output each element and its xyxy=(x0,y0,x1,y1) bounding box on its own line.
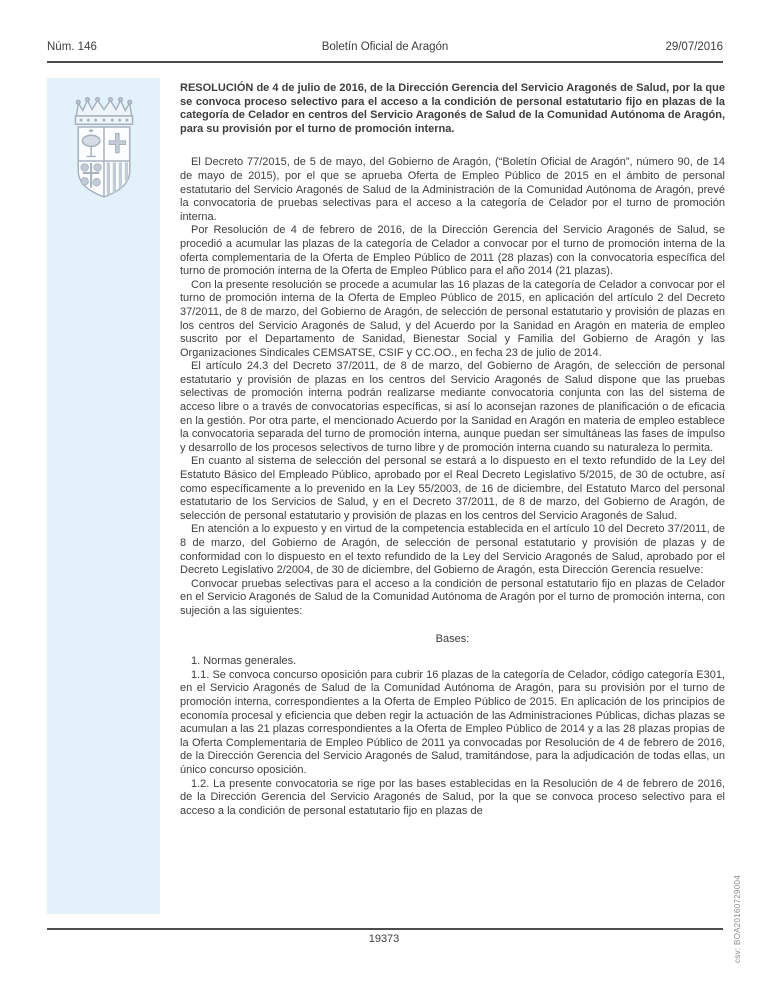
paragraph: Con la presente resolución se procede a acumular las 16 plazas de la categoría de Celador a convocar por el turno de promoción interna de la Oferta de Empleo Público de 2015, en aplicación del artículo 2 del Decreto 37/2011, de 8 de marzo, del Gobierno de Aragón, de selección de personal estatutario y provisión de plazas en los centros del Servicio Aragonés de Salud, y del Acuerdo por la Sanidad en Aragón en materia de empleo suscrito por el Departamento de Sanidad, Bienestar Social y Familia del Gobierno de Aragón y las Organizaciones Sindicales CEMSATSE, CSIF y CC.OO., en fecha 23 de julio de 2014. xyxy=(180,278,725,359)
header-rule xyxy=(47,61,723,63)
csv-code: csv: BOA20160729004 xyxy=(733,875,742,963)
paragraph: En cuanto al sistema de selección del personal se estará a lo dispuesto en el texto refundido de la Ley del Estatuto Básico del Empleado Público, aprobado por el Real Decreto Legislativo 5/2015, de 30 de octubre, así como específicamente a lo prevenido en la Ley 55/2003, de 16 de diciembre, del Estatuto Marco del personal estatutario de los Servicios de Salud, y en el Decreto 37/2011, de 8 de marzo, del Gobierno de Aragón, de selección de personal estatutario y provisión de plazas en los centros del Servicio Aragonés de Salud. xyxy=(180,455,725,522)
document-body xyxy=(180,82,725,818)
bulletin-title: Boletín Oficial de Aragón xyxy=(321,41,449,53)
footer-rule xyxy=(47,928,723,930)
base-item: 1. Normas generales. xyxy=(191,655,297,668)
paragraph: En atención a lo expuesto y en virtud de la competencia establecida en el artículo 10 del Decreto 37/2011, de 8 de marzo, del Gobierno de Aragón, de selección de personal estatutario y provisión de plazas y de conformidad con lo dispuesto en el texto refundido de la Ley del Servicio Aragonés de Salud, aprobado por el Decreto Legislativo 2/2004, de 30 de diciembre, del Gobierno de Aragón, esta Dirección Gerencia resuelve: xyxy=(180,523,725,577)
page-number: 19373 xyxy=(368,933,400,945)
aragon-coat-of-arms-icon xyxy=(58,86,150,214)
base-item: 1.2. La presente convocatoria se rige por las bases establecidas en la Resolución de 4 de febrero de 2016, de la Dirección Gerencia del Servicio Aragonés de Salud, por la que se convoca proceso selectivo para el acceso a la condición de personal estatutario fijo en plazas de xyxy=(180,777,725,817)
paragraph: El Decreto 77/2015, de 5 de mayo, del Gobierno de Aragón, (“Boletín Oficial de Aragón”, número 90, de 14 de mayo de 2015), por el que se aprueba Oferta de Empleo Público de 2015 en el ámbito de personal estatutario del Servicio Aragonés de Salud de la Administración de la Comunidad Autónoma de Aragón, prevé la convocatoria de pruebas selectivas para el acceso a la categoría de Celador por el turno de promoción interna. xyxy=(180,156,725,223)
issue-number: Núm. 146 xyxy=(47,41,97,53)
publication-date: 29/07/2016 xyxy=(665,41,723,53)
document-title: RESOLUCIÓN de 4 de julio de 2016, de la Dirección Gerencia del Servicio Aragonés de Salud, por la que se convoca proceso selectivo para el acceso a la condición de personal estatutario fijo en plazas de la categoría de Celador en centros del Servicio Aragonés de Salud de la Comunidad Autónoma de Aragón, para su provisión por el turno de promoción interna. xyxy=(180,82,725,135)
paragraph: Por Resolución de 4 de febrero de 2016, de la Dirección Gerencia del Servicio Aragonés de Salud, se procedió a acumular las plazas de la categoría de Celador a convocar por el turno de promoción interna de la oferta complementaria de la Oferta de Empleo Público de 2011 (28 plazas) con la convocatoria específica del turno de promoción interna de la Oferta de Empleo Público para el año 2014 (21 plazas). xyxy=(180,224,725,278)
paragraph: Convocar pruebas selectivas para el acceso a la condición de personal estatutario fijo en plazas de Celador en el Servicio Aragonés de Salud de la Comunidad Autónoma de Aragón por el turno de promoción interna, con sujeción a las siguientes: xyxy=(180,577,725,617)
paragraph: El artículo 24.3 del Decreto 37/2011, de 8 de marzo, del Gobierno de Aragón, de selección de personal estatutario y provisión de plazas en los centros del Servicio Aragonés de Salud dispone que las pruebas selectivas de promoción interna podrán realizarse mediante convocatoria conjunta con las del sistema de acceso libre o a través de convocatorias específicas, si así lo aconsejan razones de planificación o de eficacia en la gestión. Por otra parte, el mencionado Acuerdo por la Sanidad en Aragón en materia de empleo establece la convocatoria separada del turno de promoción interna, aunque puedan ser simultáneas las fases de impulso y desarrollo de los procesos selectivos de turno libre y de promoción interna cuando su naturaleza lo permita. xyxy=(180,360,725,454)
left-band xyxy=(47,78,160,914)
bases-heading: Bases: xyxy=(435,632,470,645)
base-item: 1.1. Se convoca concurso oposición para cubrir 16 plazas de la categoría de Celador, código categoría E301, en el Servicio Aragonés de Salud de la Comunidad Autónoma de Aragón, para su provisión por el turno de promoción interna, correspondientes a la Oferta de Empleo Público de 2015. En aplicación de los principios de economía procesal y eficiencia que deben regir la actuación de las Administraciones Públicas, dichas plazas se acumulan a las 21 plazas correspondientes a la Oferta de Empleo Público de 2014 y a las 28 plazas propias de la Oferta Complementaria de Empleo Público de 2011 ya convocadas por Resolución de 4 de febrero de 2016, de la Dirección Gerencia del Servicio Aragonés de Salud, tramitándose, para la adjudicación de todas ellas, un único concurso oposición. xyxy=(180,668,725,776)
